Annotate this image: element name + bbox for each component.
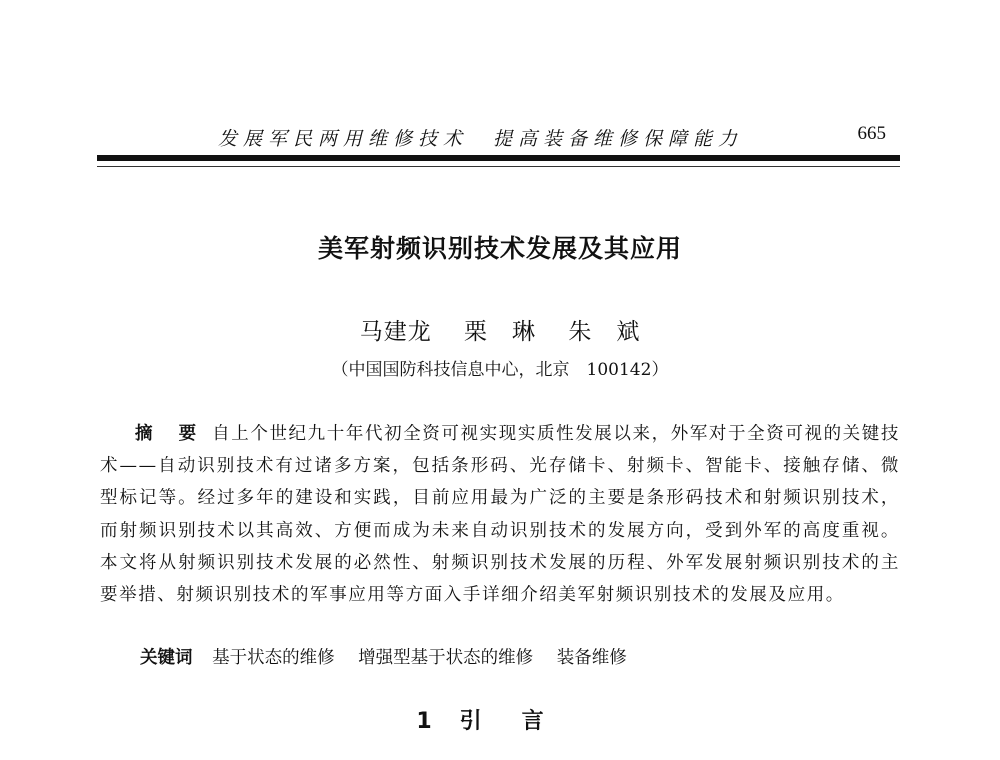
abstract (100, 418, 900, 611)
header-rule-thin (97, 166, 900, 167)
author-list (0, 313, 1000, 346)
keyword: 增强型基于状态的维修 (358, 648, 534, 668)
keywords (140, 644, 645, 669)
section-number: 1 (416, 709, 432, 734)
keywords-label: 关键词 (140, 648, 193, 668)
author-name: 朱 斌 (568, 319, 641, 345)
author-name: 马建龙 (359, 319, 432, 345)
affiliation: （中国国防科技信息中心，北京 100142） (331, 360, 669, 380)
abstract-label: 摘 要 (135, 424, 207, 444)
keyword: 装备维修 (556, 648, 627, 668)
header-rule-thick (97, 155, 900, 161)
keyword: 基于状态的维修 (212, 648, 335, 668)
page-number: 665 (857, 123, 886, 144)
running-header (100, 122, 900, 152)
paper-title: 美军射频识别技术发展及其应用 (317, 234, 682, 263)
author-name: 栗 琳 (464, 319, 536, 345)
running-header-text: 发展军民两用维修技术 提高装备维修保障能力 (218, 128, 744, 150)
section-title: 引言 (459, 709, 584, 734)
section-heading (0, 704, 1000, 735)
abstract-text: 自上个世纪九十年代初全资可视实现实质性发展以来，外军对于全资可视的关键技术——自动识别技术有过诸多方案，包括条形码、光存储卡、射频卡、智能卡、接触存储、微型标记等。经过多年的建设和实践，目前应用最为广泛的主要是条形码技术和射频识别技术，而射频识别技术以其高效、方便而成为未来自动识别技术的发展方向，受到外军的高度重视。本文将从射频识别技术发展的必然性、射频识别技术发展的历程、外军发展射频识别技术的主要举措、射频识别技术的军事应用等方面入手详细介绍美军射频识别技术的发展及应用。 (100, 424, 900, 606)
